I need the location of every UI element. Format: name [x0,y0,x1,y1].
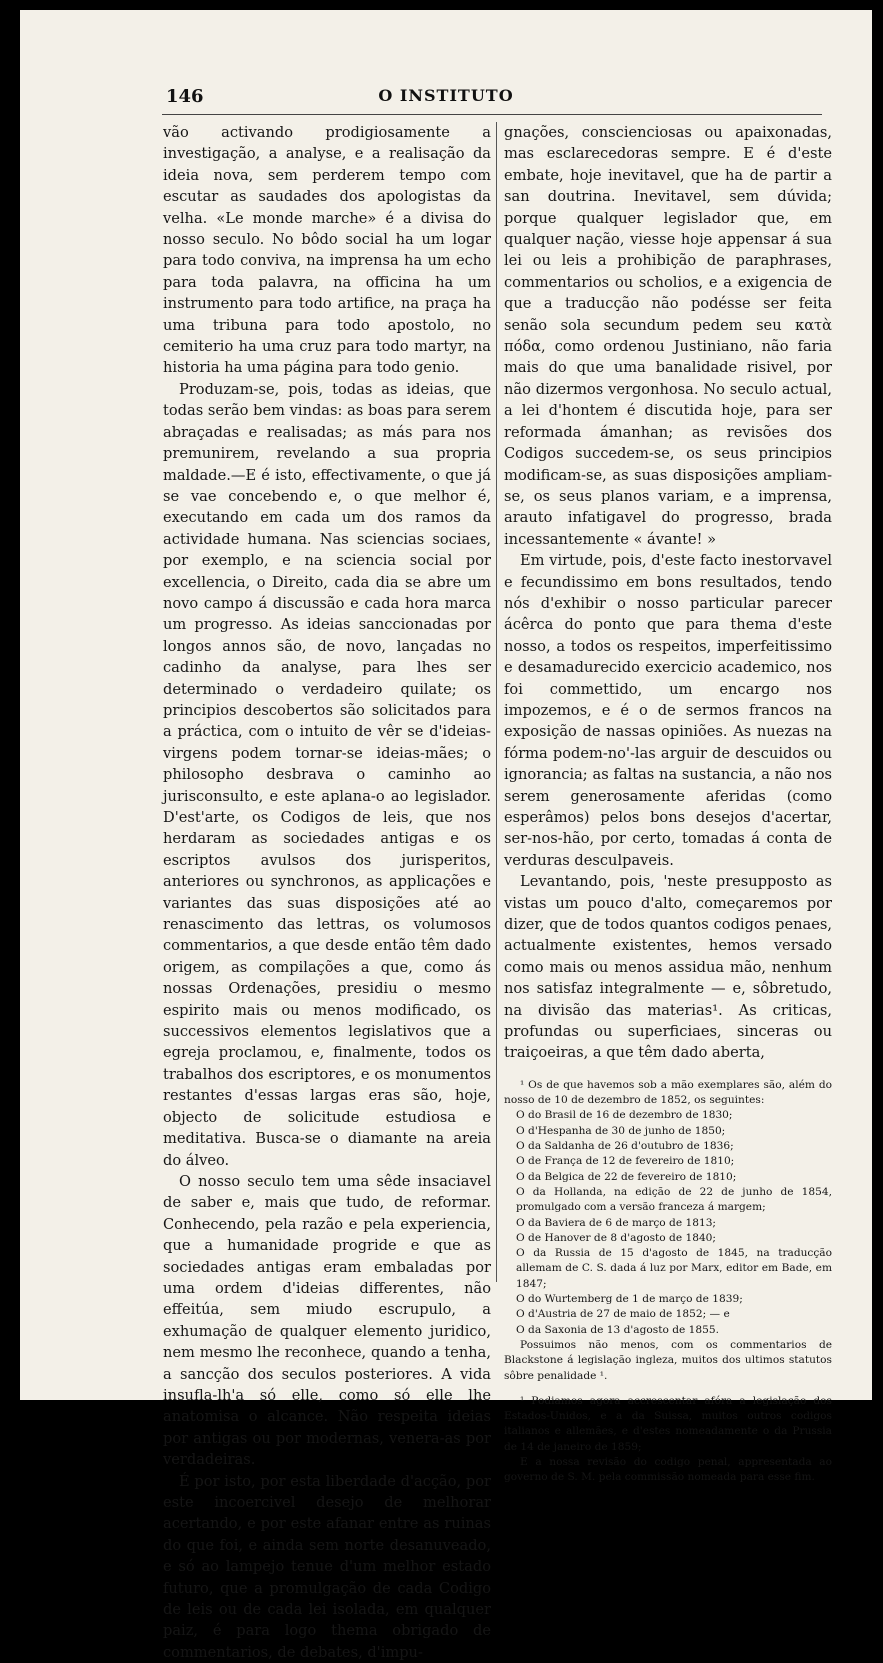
footnote-gap [504,1384,832,1394]
paragraph: Em virtude, pois, d'este facto inestorvavel e fecundissimo em bons resultados, tendo nós d'exhibir o nosso particular parecer ácêrca do ponto que para thema d'este nosso, a todos os respeitos, imperfeitissimo e desamadurecido exercicio academico, nos foi commettido, um encargo nos impozemos, e é o de sermos francos na exposição de nassas opiniões. As nuezas na fórma podem-no'-las arguir de descuidos ou ignorancia; as faltas na sustancia, a não nos serem generosamente aferidas (como esperâmos) pelos bons desejos d'acertar, ser-nos-hão, por certo, tomadas á conta de verduras desculpaveis. [504,552,832,869]
footnote-1-intro: ¹ Os de que havemos sob a mão exemplares são, além do nosso de 10 de dezembro de 1852, os seguintes: [504,1078,832,1107]
footnote-2: ¹ Podiamos agora accrescentar afóra a legislação dos Estados-Unidos, e a da Suissa, muitos outros codigos italianos e allemães, e d'estes nomeadamente o da Prussia de 14 de janeiro de 1859; [504,1394,832,1453]
book-page [20,10,872,1661]
page-number: 146 [166,86,204,107]
paragraph: Produzam-se, pois, todas as ideias, que todas serão bem vindas: as boas para serem abraçadas e realisadas; as más para nos premunirem, revelando a sua propria maldade.—E é isto, effectivamente, o que já se vae concebendo e, o que melhor é, executando em cada um dos ramos da actividade humana. Nas sciencias sociaes, por exemplo, e na sciencia social por excellencia, o Direito, cada dia se abre um novo campo á discussão e cada hora marca um progresso. As ideias sanccionadas por longos annos são, de novo, lançadas no cadinho da analyse, para lhes ser determinado o verdadeiro quilate; os principios descobertos são solicitados para a práctica, com o intuito de vêr se d'ideias-virgens podem tornar-se ideias-mães; o philosopho desbrava o caminho ao jurisconsulto, e este aplana-o ao legislador. D'est'arte, os Codigos de leis, que nos herdaram as sociedades antigas e os escriptos avulsos dos jurisperitos, anteriores ou synchronos, as applicações e variantes das suas disposições até ao renascimento das lettras, os volumosos commentarios, a que desde então têm dado origem, as compilações a que, como ás nossas Ordenações, presidiu o mesmo espirito mais ou menos modificado, os successivos elementos legislativos que a egreja proclamou, e, finalmente, todos os trabalhos dos escriptores, e os monumentos restantes d'essas largas eras são, hoje, objecto de solicitude estudiosa e meditativa. Busca-se o diamante na areia do álveo. [163,380,491,1169]
header-rule [162,114,822,115]
footnote-item: O da Belgica de 22 de fevereiro de 1810; [516,1170,737,1183]
footnote-item: O d'Hespanha de 30 de junho de 1850; [516,1124,726,1137]
footnote-1-list [504,1108,832,1337]
footnote-item: O da Russia de 15 d'agosto de 1845, na traducção allemam de C. S. dada á luz por Marx, editor em Bade, em 1847; [516,1247,832,1290]
footnote-item: O d'Austria de 27 de maio de 1852; — e [516,1308,730,1321]
footnote-item: O da Saldanha de 26 d'outubro de 1836; [516,1140,734,1153]
footnote-1-outro: Possuimos não menos, com os commentarios de Blackstone á legislação ingleza, muitos dos ultimos statutos sôbre penalidade ¹. [504,1338,832,1382]
paragraph: É por isto, por esta liberdade d'acção, por este incoercivel desejo de melhorar acertando, e por este afanar entre as ruinas do que foi, e ainda sem norte desanuveado, e só ao lampejo tenue d'um melhor estado futuro, que a promulgação de cada Codigo de leis ou de cada lei isolada, em qualquer paiz, é para logo thema obrigado de commentarios, de debates, d'impu- [163,1472,491,1661]
footnote-item: O de Hanover de 8 d'agosto de 1840; [516,1231,716,1244]
paragraph: Levantando, pois, 'neste presupposto as vistas um pouco d'alto, começaremos por dizer, que de todos quantos codigos penaes, actualmente existentes, hemos versado como mais ou menos assidua mão, nenhum nos satisfaz integralmente — e, sôbretudo, na divisão das materias¹. As criticas, profundas ou superficiaes, sinceras ou traiçoeiras, a que têm dado aberta, [504,873,832,1062]
paragraph: O nosso seculo tem uma sêde insaciavel de saber e, mais que tudo, de reformar. Conhecendo, pela razão e pela experiencia, que a humanidade progride e que as sociedades antigas eram embaladas por uma ordem d'ideias differentes, não effeitúa, sem miudo escrupulo, a exhumação de qualquer elemento juridico, nem mesmo lhe reconhece, quando a tenha, a sancção dos seculos posteriores. A vida insufla-lh'a só elle, como só elle lhe anatomisa o alcance. Não respeita ideias por antigas ou por modernas, venera-as por verdadeiras. [163,1172,491,1469]
footnote-item: O do Wurtemberg de 1 de março de 1839; [516,1293,743,1306]
footnote-item: O da Hollanda, na edição de 22 de junho de 1854, promulgado com a versão franceza á margem; [516,1185,832,1214]
footnote-item: O do Brasil de 16 de dezembro de 1830; [516,1109,733,1122]
footnote-2-continuation: E a nossa revisão do codigo penal, appresentada ao governo de S. M. pela commissão nomeada para esse fim. [504,1456,832,1484]
page-header [20,86,872,110]
paragraph: gnações, conscienciosas ou apaixonadas, mas esclarecedoras sempre. E é d'este embate, hoje inevitavel, que ha de partir a san doutrina. Inevitavel, sem dúvida; porque qualquer legislador que, em qualquer nação, viesse hoje appensar á sua lei ou leis a prohibição de paraphrases, commentarios ou scholios, e a exigencia de que a traducção não podésse ser feita senão sola secundum pedem seu κατὰ πόδα, como ordenou Justiniano, não faria mais do que uma banalidade risivel, por não dizermos vergonhosa. No seculo actual, a lei d'hontem é discutida hoje, para ser reformada ámanhan; as revisões dos Codigos succedem-se, os seus principios modificam-se, as suas disposições ampliam-se, os seus planos variam, e a imprensa, arauto infatigavel do progresso, brada incessantemente « ávante! » [504,124,832,548]
footnotes [504,1078,832,1486]
right-column [504,122,832,1486]
left-column [163,122,491,1663]
footnote-item: O da Baviera de 6 de março de 1813; [516,1216,717,1229]
footnote-item: O da Saxonia de 13 d'agosto de 1855. [516,1323,719,1336]
column-divider [496,122,497,1282]
running-title: O INSTITUTO [378,86,514,105]
footnote-item: O de França de 12 de fevereiro de 1810; [516,1155,735,1168]
paragraph: vão activando prodigiosamente a investigação, a analyse, e a realisação da ideia nova, sem perderem tempo com escutar as saudades dos apologistas da velha. «Le monde marche» é a divisa do nosso seculo. No bôdo social ha um logar para todo conviva, na imprensa ha um echo para toda palavra, na officina ha um instrumento para todo artifice, na praça ha uma tribuna para todo apostolo, no cemiterio ha uma cruz para todo martyr, na historia ha uma página para todo genio. [163,124,491,377]
